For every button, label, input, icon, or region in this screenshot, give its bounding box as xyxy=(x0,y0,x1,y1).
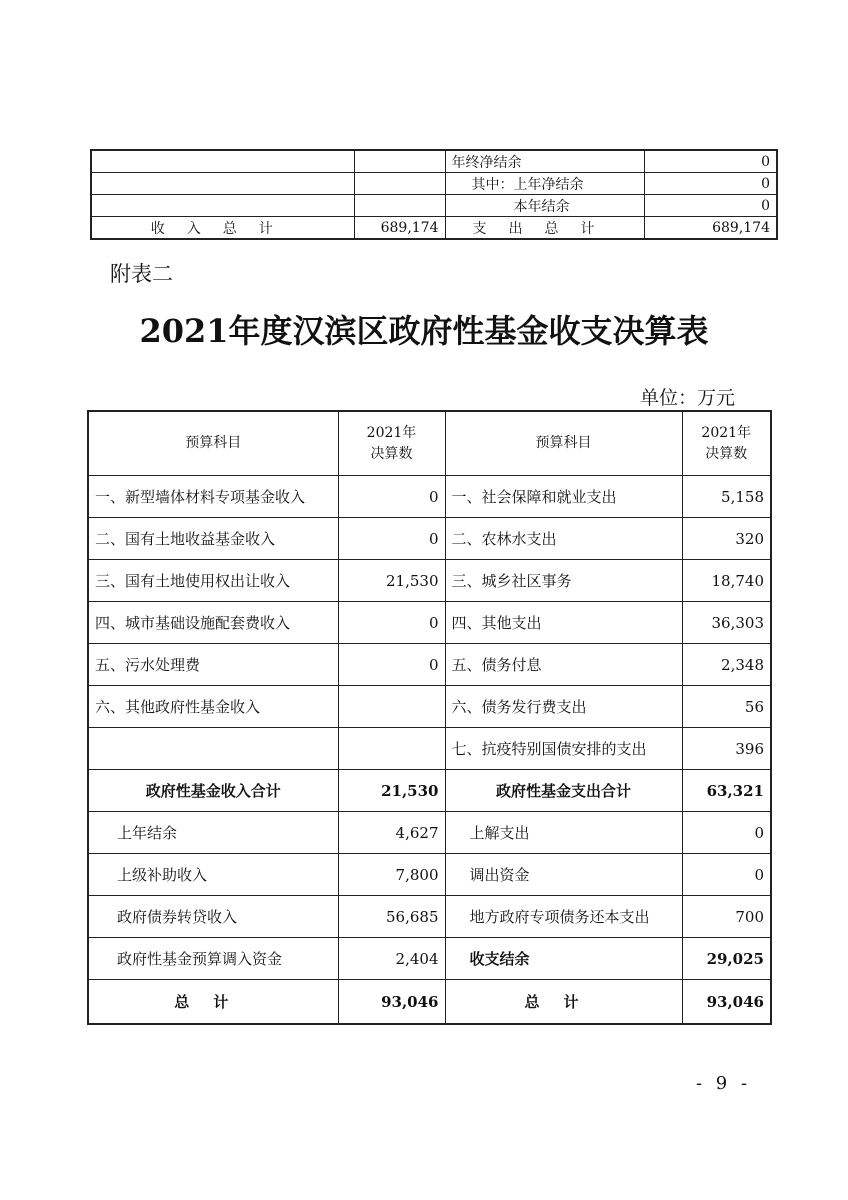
table-row xyxy=(88,686,771,728)
expense-total-label: 总计 xyxy=(445,980,682,1025)
table-row xyxy=(88,728,771,770)
expense-label-cell: 收支结余 xyxy=(445,938,682,980)
income-value-cell: 0 xyxy=(338,476,445,518)
expense-subject-header: 预算科目 xyxy=(445,411,682,476)
table-row xyxy=(88,896,771,938)
table-row xyxy=(88,938,771,980)
income-label-cell xyxy=(91,173,354,195)
expense-total-value: 689,174 xyxy=(644,217,777,240)
income-label-cell: 二、国有土地收益基金收入 xyxy=(88,518,338,560)
expense-value-cell: 56 xyxy=(682,686,771,728)
income-total-label: 收入总计 xyxy=(91,217,354,240)
expense-label-cell: 六、债务发行费支出 xyxy=(445,686,682,728)
previous-table-tail xyxy=(90,149,778,240)
table-row xyxy=(88,518,771,560)
income-value-cell xyxy=(338,686,445,728)
income-label-cell: 五、污水处理费 xyxy=(88,644,338,686)
expense-value-cell: 0 xyxy=(644,150,777,173)
expense-value-cell: 396 xyxy=(682,728,771,770)
table-row xyxy=(91,195,777,217)
income-label-cell xyxy=(88,728,338,770)
expense-subtotal-value: 63,321 xyxy=(682,770,771,812)
table-total-row xyxy=(88,980,771,1025)
expense-value-cell: 29,025 xyxy=(682,938,771,980)
income-amount-header-line2: 决算数 xyxy=(370,445,413,462)
table-row xyxy=(91,150,777,173)
income-value-cell: 0 xyxy=(338,602,445,644)
income-value-cell: 56,685 xyxy=(338,896,445,938)
table-total-row xyxy=(91,217,777,240)
income-label-cell: 政府债券转贷收入 xyxy=(88,896,338,938)
income-label-cell xyxy=(91,150,354,173)
table-row xyxy=(88,476,771,518)
expense-value-cell: 0 xyxy=(644,173,777,195)
income-value-cell xyxy=(354,173,445,195)
income-label-cell: 上级补助收入 xyxy=(88,854,338,896)
income-value-cell xyxy=(354,195,445,217)
income-label-cell: 四、城市基础设施配套费收入 xyxy=(88,602,338,644)
expense-value-cell: 0 xyxy=(644,195,777,217)
income-value-cell: 2,404 xyxy=(338,938,445,980)
table-row xyxy=(88,560,771,602)
income-total-value: 93,046 xyxy=(338,980,445,1025)
page-title: 2021年度汉滨区政府性基金收支决算表 xyxy=(139,312,709,350)
income-label-cell: 三、国有土地使用权出让收入 xyxy=(88,560,338,602)
expense-label-cell: 地方政府专项债务还本支出 xyxy=(445,896,682,938)
expense-amount-header-line1: 2021年 xyxy=(701,424,752,441)
expense-value-cell: 5,158 xyxy=(682,476,771,518)
table-header-row xyxy=(88,411,771,476)
income-label-cell: 上年结余 xyxy=(88,812,338,854)
expense-label-cell: 调出资金 xyxy=(445,854,682,896)
fund-budget-table xyxy=(87,410,772,1025)
income-value-cell xyxy=(338,728,445,770)
unit-label: 单位：万元 xyxy=(640,387,736,409)
table-row xyxy=(88,644,771,686)
expense-value-cell: 0 xyxy=(682,812,771,854)
table-row xyxy=(91,173,777,195)
expense-value-cell: 0 xyxy=(682,854,771,896)
income-value-cell: 21,530 xyxy=(338,560,445,602)
income-label-cell: 六、其他政府性基金收入 xyxy=(88,686,338,728)
expense-label-cell: 一、社会保障和就业支出 xyxy=(445,476,682,518)
expense-value-cell: 36,303 xyxy=(682,602,771,644)
expense-label-cell: 七、抗疫特别国债安排的支出 xyxy=(445,728,682,770)
page-number: - 9 - xyxy=(696,1073,752,1094)
income-value-cell xyxy=(354,150,445,173)
expense-label-cell: 本年结余 xyxy=(445,195,644,217)
income-subtotal-value: 21,530 xyxy=(338,770,445,812)
income-subject-header: 预算科目 xyxy=(88,411,338,476)
expense-value-cell: 18,740 xyxy=(682,560,771,602)
expense-subtotal-label: 政府性基金支出合计 xyxy=(445,770,682,812)
expense-label-cell: 年终净结余 xyxy=(445,150,644,173)
income-value-cell: 4,627 xyxy=(338,812,445,854)
expense-value-cell: 2,348 xyxy=(682,644,771,686)
income-subtotal-label: 政府性基金收入合计 xyxy=(88,770,338,812)
subtotal-row xyxy=(88,770,771,812)
expense-label-cell: 四、其他支出 xyxy=(445,602,682,644)
income-value-cell: 0 xyxy=(338,518,445,560)
expense-value-cell: 320 xyxy=(682,518,771,560)
income-value-cell: 0 xyxy=(338,644,445,686)
income-amount-header xyxy=(338,411,445,476)
expense-label-cell: 三、城乡社区事务 xyxy=(445,560,682,602)
expense-total-label: 支出总计 xyxy=(445,217,644,240)
expense-total-value: 93,046 xyxy=(682,980,771,1025)
income-amount-header-line1: 2021年 xyxy=(366,424,417,441)
expense-amount-header-line2: 决算数 xyxy=(705,445,748,462)
income-total-label: 总计 xyxy=(88,980,338,1025)
table-row xyxy=(88,602,771,644)
table-row xyxy=(88,854,771,896)
income-label-cell: 一、新型墙体材料专项基金收入 xyxy=(88,476,338,518)
income-total-value: 689,174 xyxy=(354,217,445,240)
income-label-cell xyxy=(91,195,354,217)
expense-label-cell: 五、债务付息 xyxy=(445,644,682,686)
expense-label-cell: 二、农林水支出 xyxy=(445,518,682,560)
income-label-cell: 政府性基金预算调入资金 xyxy=(88,938,338,980)
table-row xyxy=(88,812,771,854)
income-value-cell: 7,800 xyxy=(338,854,445,896)
expense-label-cell: 上解支出 xyxy=(445,812,682,854)
appendix-label: 附表二 xyxy=(110,262,173,286)
expense-value-cell: 700 xyxy=(682,896,771,938)
expense-label-cell: 其中：上年净结余 xyxy=(445,173,644,195)
expense-amount-header xyxy=(682,411,771,476)
